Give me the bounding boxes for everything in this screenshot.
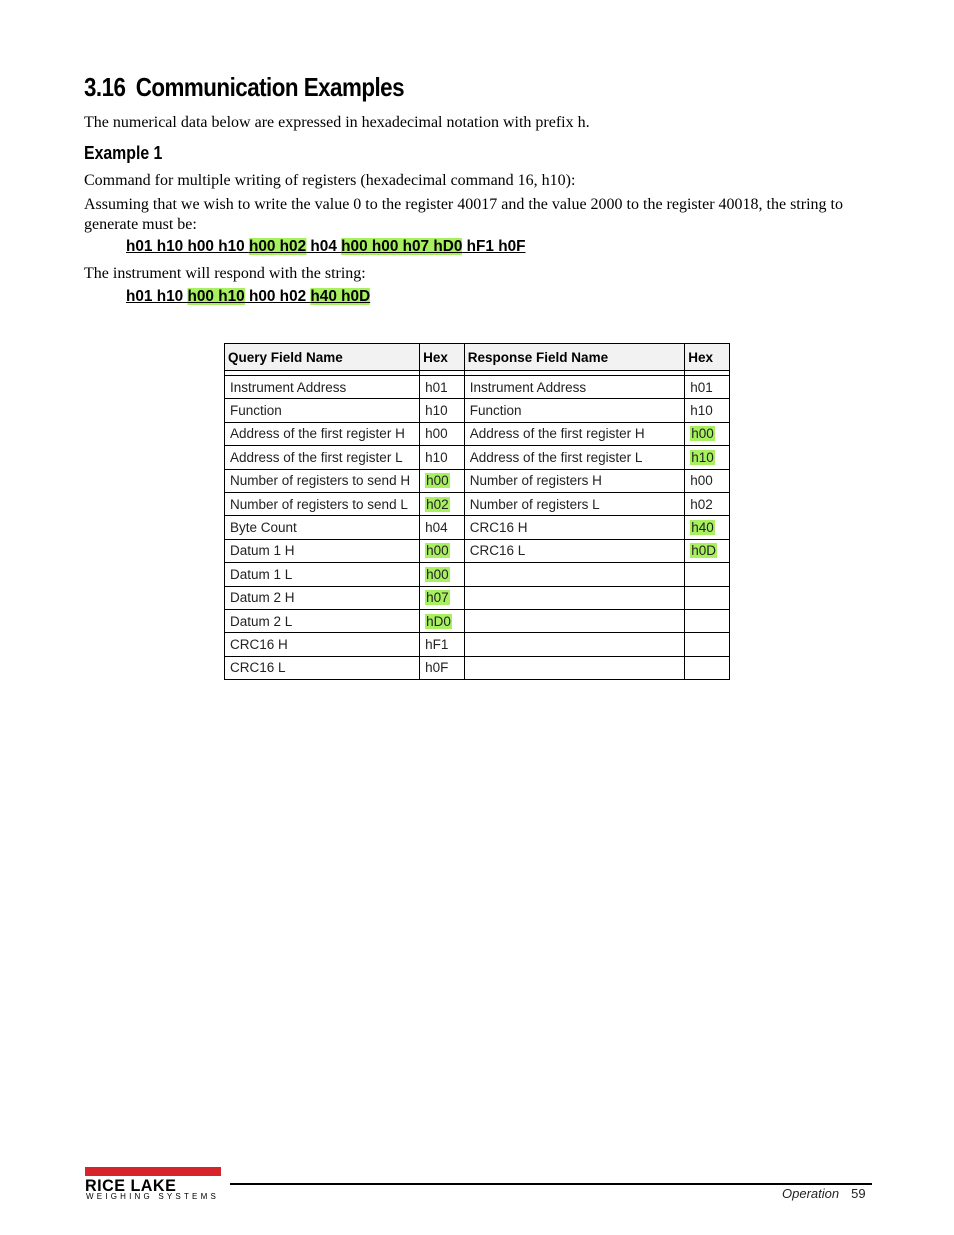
- response-field-cell-text: Number of registers H: [469, 473, 602, 489]
- query-field-cell: [225, 446, 420, 469]
- response-hex-cell: [685, 399, 730, 422]
- query-field-cell: [225, 376, 420, 399]
- query-hex-cell-text: h10: [425, 449, 448, 465]
- response-field-cell: [464, 563, 684, 586]
- highlighted-hex-segment: h00 h00 h07 hD0: [341, 238, 463, 255]
- query-field-cell-text: Address of the first register L: [230, 449, 403, 465]
- header-response-hex: Hex: [685, 344, 730, 371]
- query-field-cell-text: Number of registers to send H: [230, 473, 411, 489]
- header-query-hex: Hex: [420, 344, 465, 371]
- response-field-cell: [464, 609, 684, 632]
- response-hex-cell-text: h02: [690, 496, 713, 512]
- hex-segment: h04: [306, 238, 342, 255]
- query-field-cell: [225, 399, 420, 422]
- query-field-cell-text: Datum 2 L: [230, 613, 293, 629]
- response-field-cell-text: Function: [469, 403, 522, 419]
- table-row: [225, 376, 730, 399]
- hex-segment: h01 h10 h00 h10: [126, 238, 249, 255]
- hex-segment: hF1 h0F: [462, 238, 526, 255]
- query-hex-cell: [420, 516, 465, 539]
- footer-rule: [230, 1183, 872, 1185]
- response-hex-cell: [685, 422, 730, 445]
- section-number: 3.16: [84, 72, 126, 102]
- query-hex-cell-text: h00: [426, 473, 449, 489]
- intro-text: The numerical data below are expressed in hexadecimal notation with prefix h.: [84, 114, 590, 131]
- response-hex-cell: [685, 609, 730, 632]
- paragraph-assumption: Assuming that we wish to write the value 0 to the register 40017 and the value 2000 to the register 40018, the string to generate must be:: [84, 196, 843, 233]
- response-field-cell: [464, 469, 684, 492]
- section-title: Communication Examples: [135, 72, 405, 102]
- page-footer: [782, 1186, 866, 1201]
- table-body: [225, 371, 730, 680]
- response-string: [126, 288, 370, 306]
- response-hex-cell-text: h00: [690, 473, 713, 489]
- response-hex-cell: [685, 446, 730, 469]
- header-response-field: Response Field Name: [464, 344, 684, 371]
- query-hex-cell: [420, 469, 465, 492]
- query-hex-cell-text: h0F: [425, 660, 449, 676]
- response-field-cell: [464, 516, 684, 539]
- query-hex-cell-text: hF1: [425, 636, 449, 652]
- logo-bar: [85, 1167, 221, 1176]
- table-header-row: [225, 344, 730, 371]
- query-field-cell-text: CRC16 L: [230, 660, 286, 676]
- query-field-cell: [225, 563, 420, 586]
- query-hex-cell-text: h04: [425, 520, 448, 536]
- response-field-cell-text: Instrument Address: [469, 379, 587, 395]
- table-row: [225, 422, 730, 445]
- highlighted-hex-segment: h00 h10: [187, 288, 245, 305]
- query-field-cell-text: Address of the first register H: [230, 426, 405, 442]
- paragraph-command: Command for multiple writing of registers (hexadecimal command 16, h10):: [84, 172, 576, 189]
- response-hex-cell: [685, 586, 730, 609]
- footer-section: Operation: [782, 1186, 840, 1201]
- table-row: [225, 492, 730, 515]
- query-hex-cell-text: h02: [426, 496, 449, 512]
- query-hex-cell: [420, 422, 465, 445]
- response-field-cell: [464, 656, 684, 679]
- query-hex-cell-text: hD0: [426, 613, 451, 629]
- response-hex-cell-text: h40: [691, 520, 714, 536]
- query-field-cell-text: Datum 1 H: [230, 543, 295, 559]
- hex-segment: h00 h02: [244, 288, 311, 305]
- response-field-cell: [464, 492, 684, 515]
- query-hex-cell: [420, 656, 465, 679]
- response-hex-cell: [685, 633, 730, 656]
- query-field-cell: [225, 609, 420, 632]
- response-field-cell: [464, 446, 684, 469]
- table-row: [225, 469, 730, 492]
- query-hex-cell: [420, 563, 465, 586]
- query-field-cell: [225, 469, 420, 492]
- response-hex-cell: [685, 656, 730, 679]
- response-field-cell-text: Address of the first register L: [469, 449, 643, 465]
- response-hex-cell: [685, 469, 730, 492]
- response-hex-cell-text: h01: [690, 379, 713, 395]
- query-field-cell-text: Datum 2 H: [230, 590, 295, 606]
- query-field-cell-text: CRC16 H: [230, 636, 288, 652]
- response-hex-cell-text: h00: [691, 426, 714, 442]
- table-row: [225, 539, 730, 562]
- response-field-cell: [464, 633, 684, 656]
- response-hex-cell-text: h0D: [691, 543, 717, 559]
- query-hex-cell: [420, 492, 465, 515]
- query-field-cell: [225, 539, 420, 562]
- section-heading: [84, 72, 404, 103]
- query-hex-cell-text: h07: [426, 590, 449, 606]
- query-hex-cell-text: h10: [425, 403, 448, 419]
- logo-text: RICE LAKE: [85, 1176, 177, 1195]
- table-row: [225, 633, 730, 656]
- table-row: [225, 399, 730, 422]
- response-field-cell-text: Number of registers L: [469, 496, 600, 512]
- table-row: [225, 516, 730, 539]
- query-hex-cell: [420, 586, 465, 609]
- response-field-cell-text: CRC16 H: [469, 520, 528, 536]
- query-hex-cell: [420, 446, 465, 469]
- example-heading: Example 1: [84, 143, 163, 163]
- logo-subtitle: WEIGHING SYSTEMS: [86, 1192, 219, 1201]
- query-field-cell-text: Byte Count: [230, 520, 297, 536]
- response-field-cell: [464, 586, 684, 609]
- query-hex-cell-text: h00: [426, 566, 449, 582]
- response-hex-cell: [685, 492, 730, 515]
- query-field-cell: [225, 516, 420, 539]
- query-field-cell: [225, 586, 420, 609]
- table-row: [225, 656, 730, 679]
- query-field-cell-text: Instrument Address: [230, 379, 347, 395]
- highlighted-hex-segment: h00 h02: [248, 238, 307, 255]
- response-field-cell-text: CRC16 L: [469, 543, 526, 559]
- table-row: [225, 446, 730, 469]
- response-hex-cell-text: h10: [691, 449, 714, 465]
- highlighted-hex-segment: h40 h0D: [310, 288, 371, 305]
- table-row: [225, 563, 730, 586]
- query-field-cell: [225, 422, 420, 445]
- query-hex-cell: [420, 609, 465, 632]
- response-hex-cell-text: h10: [690, 403, 713, 419]
- query-hex-cell-text: h00: [426, 543, 449, 559]
- table-row: [225, 609, 730, 632]
- paragraph-response: The instrument will respond with the string:: [84, 265, 366, 282]
- response-field-cell: [464, 376, 684, 399]
- query-hex-cell: [420, 539, 465, 562]
- response-field-cell: [464, 422, 684, 445]
- query-field-cell: [225, 656, 420, 679]
- table-row: [225, 586, 730, 609]
- query-hex-cell: [420, 633, 465, 656]
- response-field-cell: [464, 539, 684, 562]
- response-hex-cell: [685, 376, 730, 399]
- query-hex-cell: [420, 376, 465, 399]
- query-field-cell: [225, 633, 420, 656]
- query-field-cell-text: Datum 1 L: [230, 566, 293, 582]
- query-hex-cell-text: h00: [425, 426, 448, 442]
- hex-segment: h01 h10: [126, 288, 188, 305]
- page-number: 59: [851, 1186, 866, 1201]
- query-string: [126, 238, 526, 256]
- response-field-cell-text: Address of the first register H: [469, 426, 645, 442]
- query-field-cell: [225, 492, 420, 515]
- query-hex-cell: [420, 399, 465, 422]
- query-hex-cell-text: h01: [425, 379, 448, 395]
- query-field-cell-text: Function: [230, 403, 282, 419]
- response-field-cell: [464, 399, 684, 422]
- fields-table: [224, 343, 730, 680]
- response-hex-cell: [685, 516, 730, 539]
- response-hex-cell: [685, 539, 730, 562]
- header-query-field: Query Field Name: [225, 344, 420, 371]
- query-field-cell-text: Number of registers to send L: [230, 496, 408, 512]
- response-hex-cell: [685, 563, 730, 586]
